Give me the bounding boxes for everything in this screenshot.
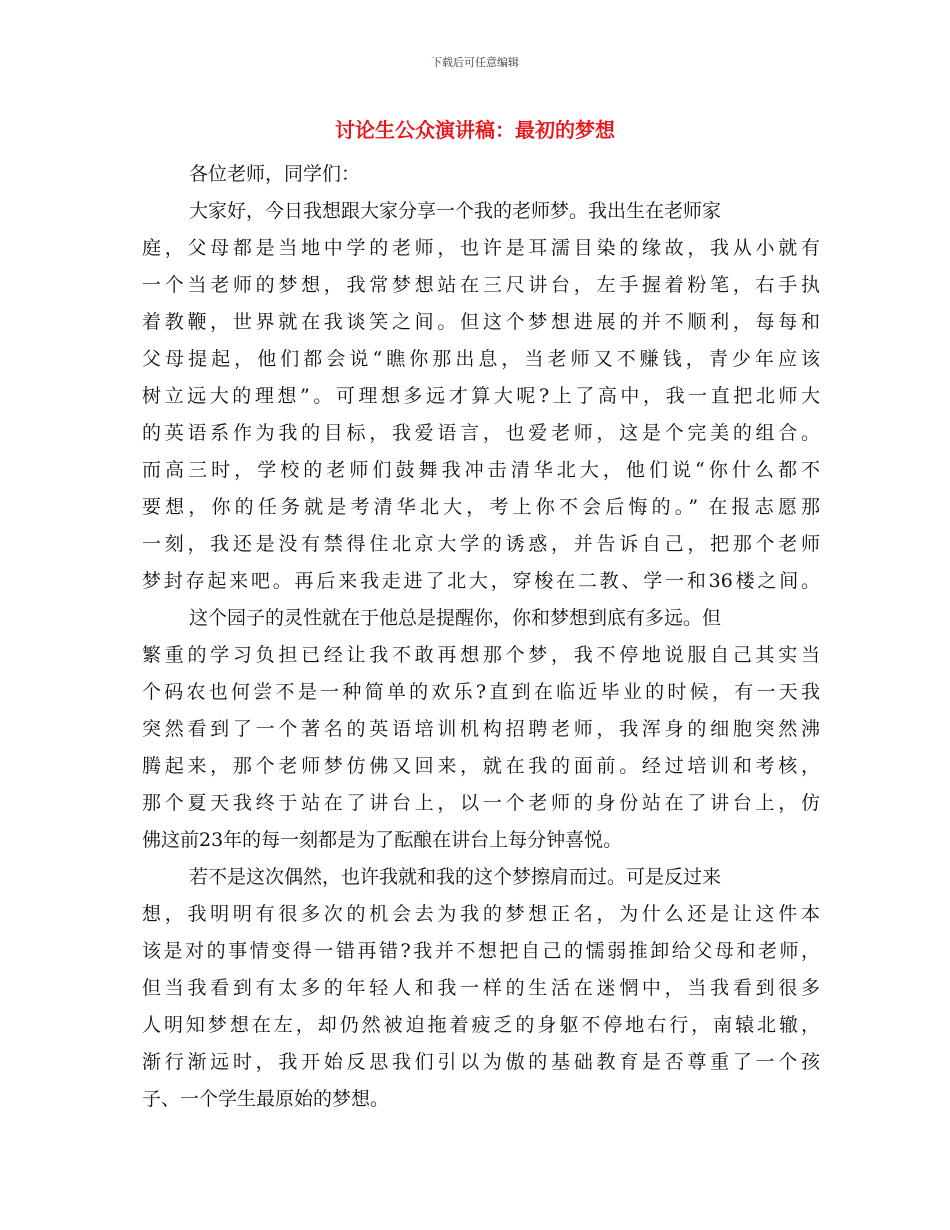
paragraph-2-line-7: 佛这前23年的每一刻都是为了酝酿在讲台上每分钟喜悦。: [142, 829, 623, 851]
page-header: 下载后可任意编辑: [431, 56, 519, 69]
paragraph-2-line-3: 个码农也何尝不是一种简单的欢乐?直到在临近毕业的时候，有一天我: [142, 681, 820, 703]
paragraph-2-line-5: 腾起来，那个老师梦仿佛又回来，就在我的面前。经过培训和考核，: [142, 755, 820, 777]
paragraph-1-line-5: 父母提起，他们都会说“瞧你那出息，当老师又不赚钱，青少年应该: [142, 348, 820, 370]
paragraph-1-line-1: 大家好，今日我想跟大家分享一个我的老师梦。我出生在老师家: [189, 200, 722, 222]
paragraph-3-line-6: 渐行渐远时，我开始反思我们引以为傲的基础教育是否尊重了一个孩: [142, 1051, 820, 1073]
paragraph-3-line-3: 该是对的事情变得一错再错?我并不想把自己的懦弱推卸给父母和老师，: [142, 940, 820, 962]
paragraph-3-line-4: 但当我看到有太多的年轻人和我一样的生活在迷惘中，当我看到很多: [142, 977, 820, 999]
paragraph-2-line-6: 那个夏天我终于站在了讲台上，以一个老师的身份站在了讲台上，仿: [142, 792, 820, 814]
paragraph-1-line-9: 要想，你的任务就是考清华北大，考上你不会后悔的。” 在报志愿那: [142, 496, 820, 518]
paragraph-3-line-1: 若不是这次偶然，也许我就和我的这个梦擦肩而过。可是反过来: [189, 866, 722, 888]
paragraph-1-line-3: 一个当老师的梦想，我常梦想站在三尺讲台，左手握着粉笔，右手执: [142, 274, 820, 296]
document-title: 讨论生公众演讲稿：最初的梦想: [335, 118, 615, 142]
paragraph-2-line-1: 这个园子的灵性就在于他总是提醒你，你和梦想到底有多远。但: [189, 607, 722, 629]
paragraph-1-line-7: 的英语系作为我的目标，我爱语言，也爱老师，这是个完美的组合。: [142, 422, 820, 444]
salutation: 各位老师，同学们：: [189, 163, 361, 185]
paragraph-2-line-2: 繁重的学习负担已经让我不敢再想那个梦，我不停地说服自己其实当: [142, 644, 820, 666]
paragraph-1-line-8: 而高三时，学校的老师们鼓舞我冲击清华北大，他们说“你什么都不: [142, 459, 820, 481]
paragraph-1-line-6: 树立远大的理想”。可理想多远才算大呢?上了高中，我一直把北师大: [142, 385, 820, 407]
paragraph-3-line-7: 子、一个学生最原始的梦想。: [142, 1088, 390, 1110]
paragraph-3-line-5: 人明知梦想在左，却仍然被迫拖着疲乏的身躯不停地右行，南辕北辙，: [142, 1014, 820, 1036]
paragraph-3-line-2: 想，我明明有很多次的机会去为我的梦想正名，为什么还是让这件本: [142, 903, 820, 925]
document-body: [142, 156, 820, 1118]
paragraph-1-line-10: 一刻，我还是没有禁得住北京大学的诱惑，并告诉自己，把那个老师: [142, 533, 820, 555]
paragraph-2-line-4: 突然看到了一个著名的英语培训机构招聘老师，我浑身的细胞突然沸: [142, 718, 820, 740]
paragraph-1-line-4: 着教鞭，世界就在我谈笑之间。但这个梦想进展的并不顺利，每每和: [142, 311, 820, 333]
paragraph-1-line-11: 梦封存起来吧。再后来我走进了北大，穿梭在二教、学一和36楼之间。: [142, 570, 820, 592]
paragraph-1-line-2: 庭，父母都是当地中学的老师，也许是耳濡目染的缘故，我从小就有: [142, 237, 820, 259]
